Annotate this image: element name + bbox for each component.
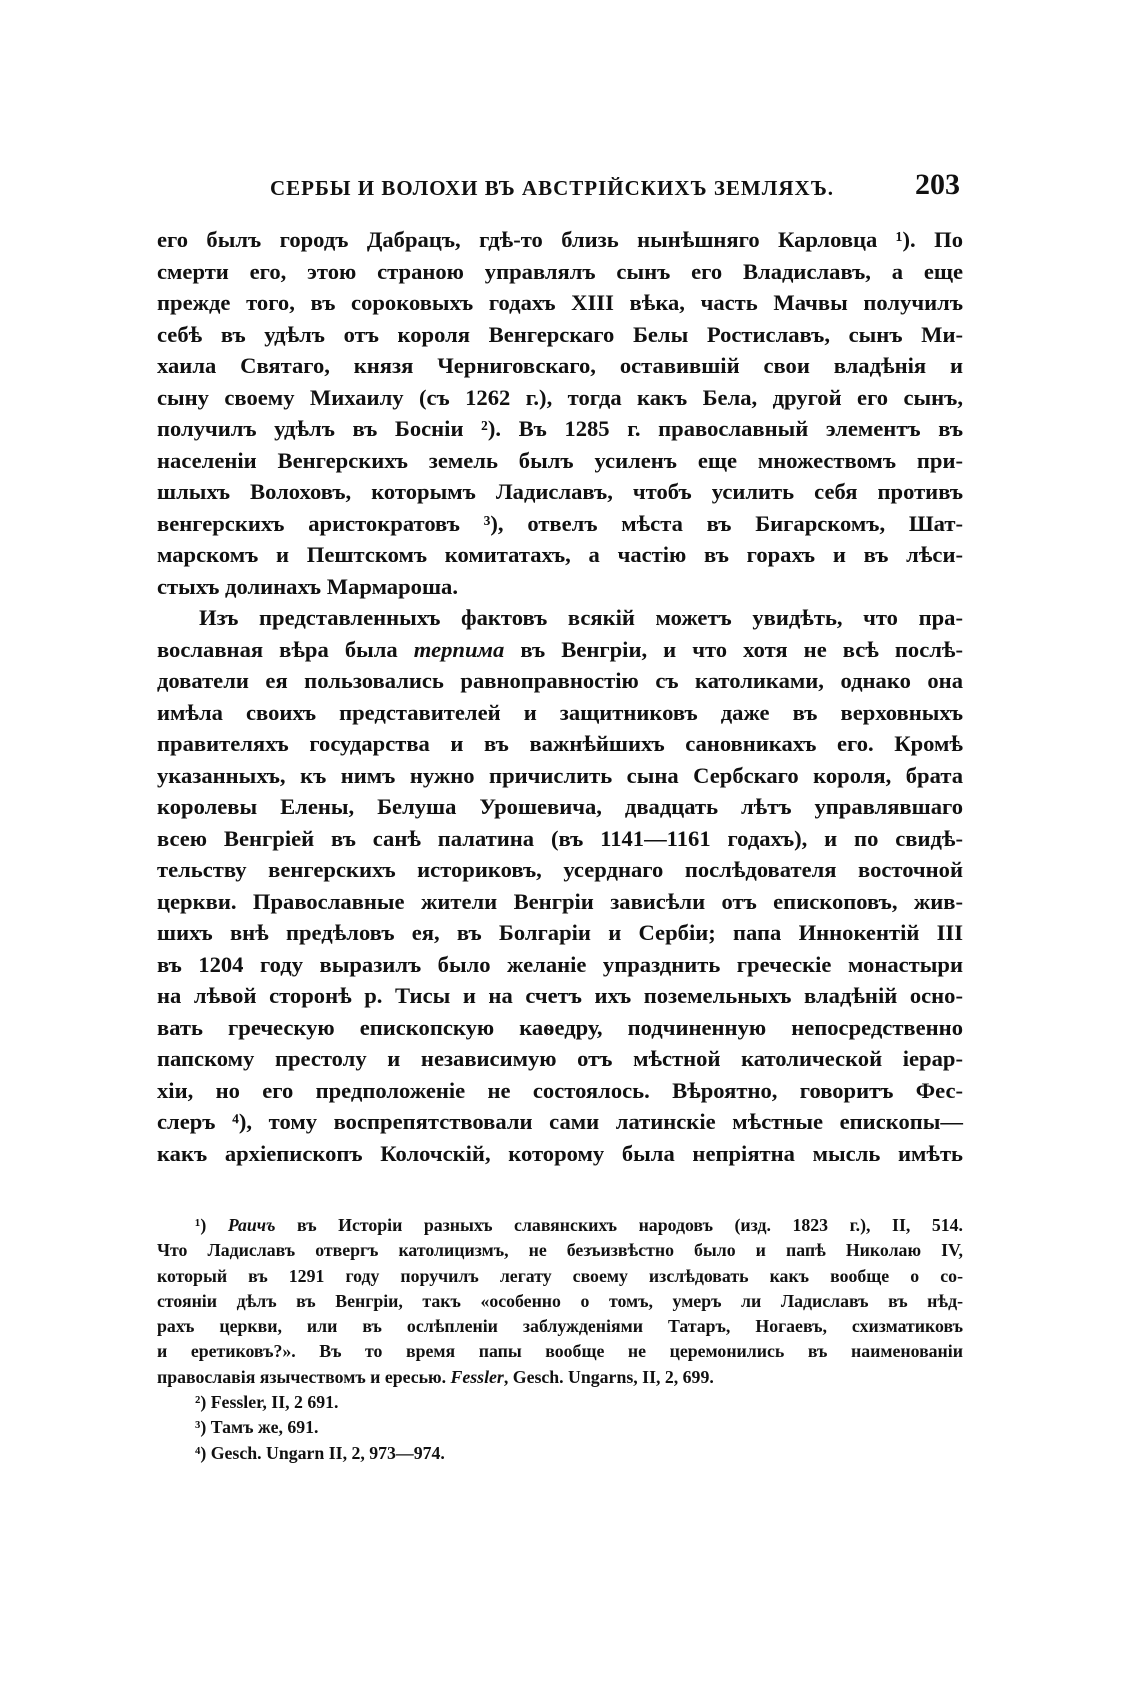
footnote-line: Что Ладиславъ отвергъ католицизмъ, не безъизвѣстно было и папѣ Николаю IV, — [157, 1240, 963, 1261]
text-line: шихъ внѣ предѣловъ ея, въ Болгаріи и Сербіи; папа Иннокентій III — [157, 920, 963, 945]
text-line: какъ архіепископъ Колочскій, которому была непріятна мысль имѣть — [157, 1140, 963, 1166]
paragraph-2 — [157, 602, 963, 1169]
text-line: королевы Елены, Белуша Урошевича, двадцать лѣтъ управлявшаго — [157, 794, 963, 819]
text-line: вать греческую епископскую каѳедру, подчиненную непосредственно — [157, 1014, 963, 1040]
text-line: получилъ удѣлъ въ Босніи ²). Въ 1285 г. православный элементъ въ — [157, 416, 963, 441]
text-line: его былъ городъ Дабрацъ, гдѣ-то близь нынѣшняго Карловца ¹). По — [157, 227, 963, 252]
text-line: на лѣвой сторонѣ р. Тисы и на счетъ ихъ поземельныхъ владѣній осно- — [157, 983, 963, 1008]
footnote-1 — [157, 1213, 963, 1390]
text-line: себѣ въ удѣлъ отъ короля Венгерскаго Белы Ростиславъ, сынъ Ми- — [157, 321, 963, 347]
text-line: церкви. Православные жители Венгріи зависѣли отъ епископовъ, жив- — [157, 888, 963, 914]
footnote-line: который въ 1291 году поручилъ легату своему изслѣдовать какъ вообще о со- — [157, 1265, 963, 1286]
text-line: населеніи Венгерскихъ земель былъ усиленъ еще множествомъ при- — [157, 447, 963, 473]
text-line: всею Венгріей въ санѣ палатина (въ 1141—1161 годахъ), и по свидѣ- — [157, 825, 963, 851]
running-head: СЕРБЫ И ВОЛОХИ ВЪ АВСТРІЙСКИХЪ ЗЕМЛЯХЪ. — [270, 176, 835, 200]
text-line: правителяхъ государства и въ важнѣйшихъ сановникахъ его. Кромѣ — [157, 731, 963, 756]
page-number: 203 — [915, 168, 960, 201]
text-line: тельству венгерскихъ историковъ, усерднаго послѣдователя восточной — [157, 857, 963, 882]
text-line: марскомъ и Пештскомъ комитатахъ, а частію въ горахъ и въ лѣси- — [157, 542, 963, 567]
page-header — [270, 168, 960, 208]
footnotes — [157, 1213, 963, 1466]
text-line: указанныхъ, къ нимъ нужно причислить сына Сербскаго короля, брата — [157, 762, 963, 788]
text-line: Изъ представленныхъ фактовъ всякій можетъ увидѣть, что пра- — [199, 605, 963, 630]
footnote-2: ²) Fessler, II, 2 691. — [195, 1392, 339, 1413]
italic-word: Fessler — [450, 1366, 504, 1387]
text-line: шлыхъ Волоховъ, которымъ Ладиславъ, чтобъ усилить себя противъ — [157, 479, 963, 504]
main-text — [157, 224, 963, 1169]
text-line: прежде того, въ сороковыхъ годахъ XIII вѣка, часть Мачвы получилъ — [157, 290, 963, 315]
footnote-line: ¹) Раичъ въ Исторіи разныхъ славянскихъ народовъ (изд. 1823 г.), II, 514. — [195, 1215, 963, 1235]
text-line: дователи ея пользовались равноправностію съ католиками, однако она — [157, 668, 963, 693]
footnote-3: ³) Тамъ же, 691. — [195, 1417, 319, 1438]
footnote-line: православія язычествомъ и ересью. Fessler, Gesch. Ungarns, II, 2, 699. — [157, 1366, 714, 1387]
text-line: хаила Святаго, князя Черниговскаго, оставившій свои владѣнія и — [157, 353, 963, 378]
footnote-line: рахъ церкви, или въ ослѣпленіи заблужденіями Татаръ, Ногаевъ, схизматиковъ — [157, 1316, 963, 1337]
italic-word: Раичъ — [227, 1215, 276, 1235]
text-line: хіи, но его предположеніе не состоялось. Вѣроятно, говоритъ Фес- — [157, 1077, 963, 1103]
paragraph-1 — [157, 224, 963, 602]
text-line: вославная вѣра была терпима въ Венгріи, и что хотя не всѣ послѣ- — [157, 636, 963, 662]
text-line: имѣла своихъ представителей и защитниковъ даже въ верховныхъ — [157, 699, 963, 725]
text-line: въ 1204 году выразилъ было желаніе упразднить греческіе монастыри — [157, 951, 963, 977]
text-line: папскому престолу и независимую отъ мѣстной католической іерар- — [157, 1046, 963, 1071]
text-line: венгерскихъ аристократовъ ³), отвелъ мѣста въ Бигарскомъ, Шат- — [157, 510, 963, 536]
text-line: стыхъ долинахъ Мармароша. — [157, 573, 458, 599]
footnote-line: стояніи дѣлъ въ Венгріи, такъ «особенно о томъ, умеръ ли Ладиславъ въ нѣд- — [157, 1290, 963, 1311]
text-line: слеръ ⁴), тому воспрепятствовали сами латинскіе мѣстные епископы— — [157, 1109, 963, 1134]
italic-word: терпима — [413, 636, 505, 662]
text-line: смерти его, этою страною управлялъ сынъ его Владиславъ, а еще — [157, 258, 963, 284]
footnote-4: ⁴) Gesch. Ungarn II, 2, 973—974. — [195, 1442, 445, 1463]
footnote-line: и еретиковъ?». Въ то время папы вообще не церемонились въ наименованіи — [157, 1341, 963, 1362]
text-line: сыну своему Михаилу (съ 1262 г.), тогда какъ Бела, другой его сынъ, — [157, 384, 963, 410]
